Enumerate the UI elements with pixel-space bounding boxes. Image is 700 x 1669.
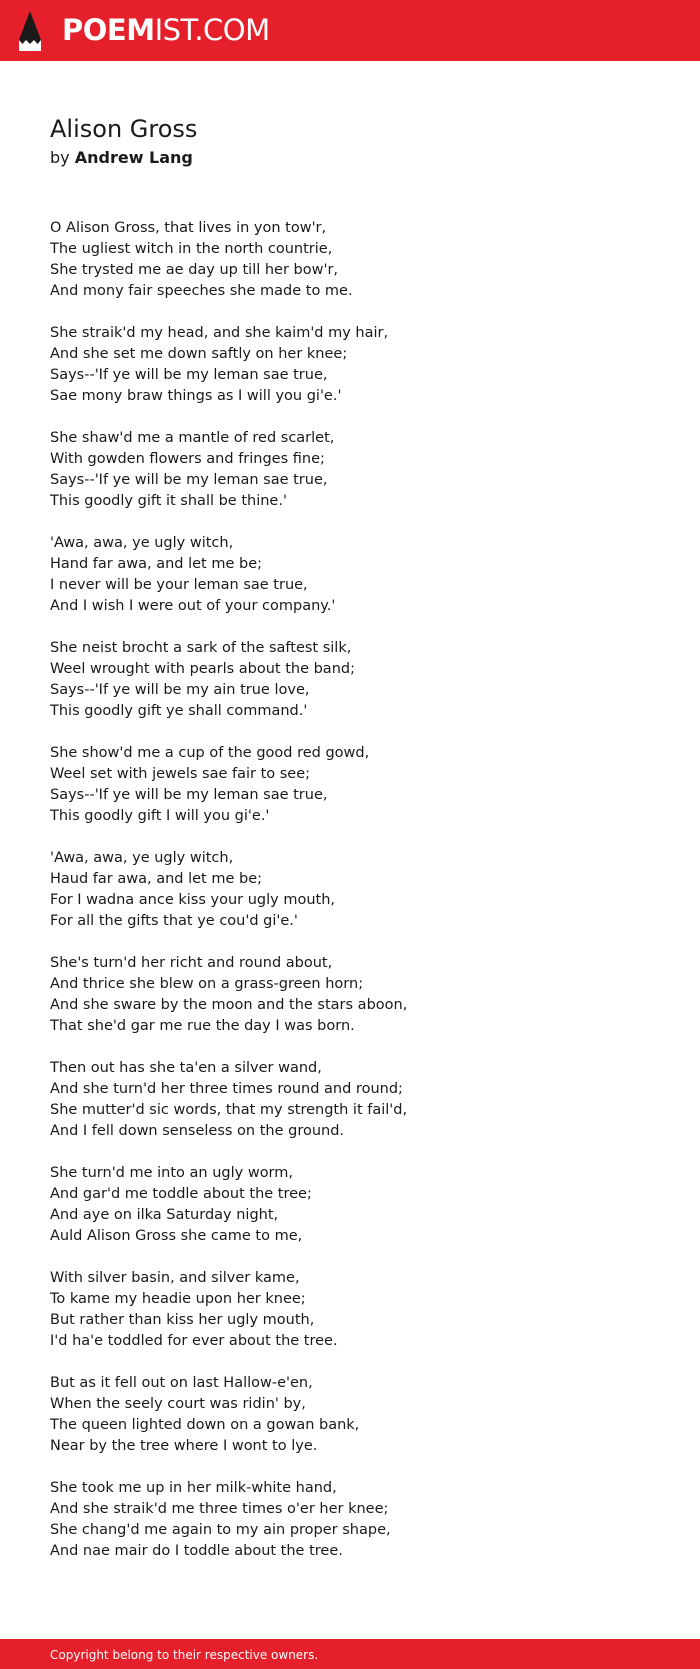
poem-stanza: [50, 218, 650, 302]
poem-line: Says--'If ye will be my leman sae true,: [50, 787, 328, 803]
poem-line: Says--'If ye will be my ain true love,: [50, 682, 310, 698]
poem-line: And gar'd me toddle about the tree;: [50, 1186, 312, 1202]
poem-line: And nae mair do I toddle about the tree.: [50, 1543, 343, 1559]
poem-stanza: [50, 1373, 650, 1457]
poem-line: Says--'If ye will be my leman sae true,: [50, 367, 328, 383]
poem-line: Hand far awa, and let me be;: [50, 556, 262, 572]
poem-stanza: [50, 1058, 650, 1142]
poem-line: The ugliest witch in the north countrie,: [50, 241, 333, 257]
poem-line: But rather than kiss her ugly mouth,: [50, 1312, 315, 1328]
poem-line: She's turn'd her richt and round about,: [50, 955, 333, 971]
poem-line: And I wish I were out of your company.': [50, 598, 336, 614]
poem-line: When the seely court was ridin' by,: [50, 1396, 306, 1412]
poem-line: I never will be your leman sae true,: [50, 577, 308, 593]
poem-line: For all the gifts that ye cou'd gi'e.': [50, 913, 298, 929]
poem-stanza: [50, 1163, 650, 1247]
poem-stanza: [50, 1478, 650, 1562]
poem-line: She turn'd me into an ugly worm,: [50, 1165, 294, 1181]
poem-line: And she sware by the moon and the stars aboon,: [50, 997, 408, 1013]
poem-line: Haud far awa, and let me be;: [50, 871, 262, 887]
poem-stanza: [50, 953, 650, 1037]
logo-bold-text: POEM: [62, 13, 155, 47]
poem-line: With gowden flowers and fringes fine;: [50, 451, 325, 467]
site-logo[interactable]: [62, 12, 270, 48]
poem-stanza: [50, 533, 650, 617]
poem-line: But as it fell out on last Hallow-e'en,: [50, 1375, 313, 1391]
poem-line: Weel wrought with pearls about the band;: [50, 661, 355, 677]
poem-line: And mony fair speeches she made to me.: [50, 283, 353, 299]
poem-line: Sae mony braw things as I will you gi'e.': [50, 388, 342, 404]
poem-title: Alison Gross: [50, 115, 198, 143]
poem-line: 'Awa, awa, ye ugly witch,: [50, 535, 234, 551]
poem-line: She straik'd my head, and she kaim'd my hair,: [50, 325, 389, 341]
poem-line: For I wadna ance kiss your ugly mouth,: [50, 892, 336, 908]
poem-stanza: [50, 428, 650, 512]
site-header: [0, 0, 700, 61]
poem-line: Auld Alison Gross she came to me,: [50, 1228, 303, 1244]
poem-line: Then out has she ta'en a silver wand,: [50, 1060, 322, 1076]
poem-line: She chang'd me again to my ain proper shape,: [50, 1522, 391, 1538]
poem-line: This goodly gift ye shall command.': [50, 703, 308, 719]
poem-line: And she set me down saftly on her knee;: [50, 346, 348, 362]
poem-line: Says--'If ye will be my leman sae true,: [50, 472, 328, 488]
poem-line: And thrice she blew on a grass-green horn;: [50, 976, 364, 992]
poem-line: She shaw'd me a mantle of red scarlet,: [50, 430, 335, 446]
poem-stanza: [50, 323, 650, 407]
poem-line: She mutter'd sic words, that my strength it fail'd,: [50, 1102, 408, 1118]
poem-line: And she turn'd her three times round and round;: [50, 1081, 403, 1097]
poem-stanza: [50, 1268, 650, 1352]
poem-line: To kame my headie upon her knee;: [50, 1291, 306, 1307]
logo-light-text: IST.COM: [154, 13, 270, 47]
poem-line: She trysted me ae day up till her bow'r,: [50, 262, 339, 278]
poem-line: With silver basin, and silver kame,: [50, 1270, 300, 1286]
pencil-tip-icon[interactable]: [17, 10, 43, 52]
copyright-text: Copyright belong to their respective owners.: [50, 1648, 319, 1662]
poem-stanza: [50, 743, 650, 827]
poem-line: The queen lighted down on a gowan bank,: [50, 1417, 360, 1433]
poem-stanza: [50, 638, 650, 722]
poem-stanza: [50, 848, 650, 932]
byline-prefix: by: [50, 148, 70, 167]
poem-line: This goodly gift I will you gi'e.': [50, 808, 270, 824]
poem-line: Near by the tree where I wont to lye.: [50, 1438, 318, 1454]
poem-line: And she straik'd me three times o'er her knee;: [50, 1501, 389, 1517]
poem-author: Andrew Lang: [74, 148, 193, 167]
poem-body: [50, 218, 650, 1583]
poem-line: And aye on ilka Saturday night,: [50, 1207, 279, 1223]
poem-line: That she'd gar me rue the day I was born.: [50, 1018, 355, 1034]
poem-line: I'd ha'e toddled for ever about the tree.: [50, 1333, 338, 1349]
poem-line: She neist brocht a sark of the saftest silk,: [50, 640, 352, 656]
poem-line: She show'd me a cup of the good red gowd,: [50, 745, 370, 761]
poem-line: 'Awa, awa, ye ugly witch,: [50, 850, 234, 866]
poem-line: She took me up in her milk-white hand,: [50, 1480, 337, 1496]
poem-line: O Alison Gross, that lives in yon tow'r,: [50, 220, 327, 236]
poem-line: Weel set with jewels sae fair to see;: [50, 766, 311, 782]
site-footer: [0, 1639, 700, 1669]
poem-byline: [50, 147, 193, 169]
poem-line: This goodly gift it shall be thine.': [50, 493, 287, 509]
poem-line: And I fell down senseless on the ground.: [50, 1123, 345, 1139]
